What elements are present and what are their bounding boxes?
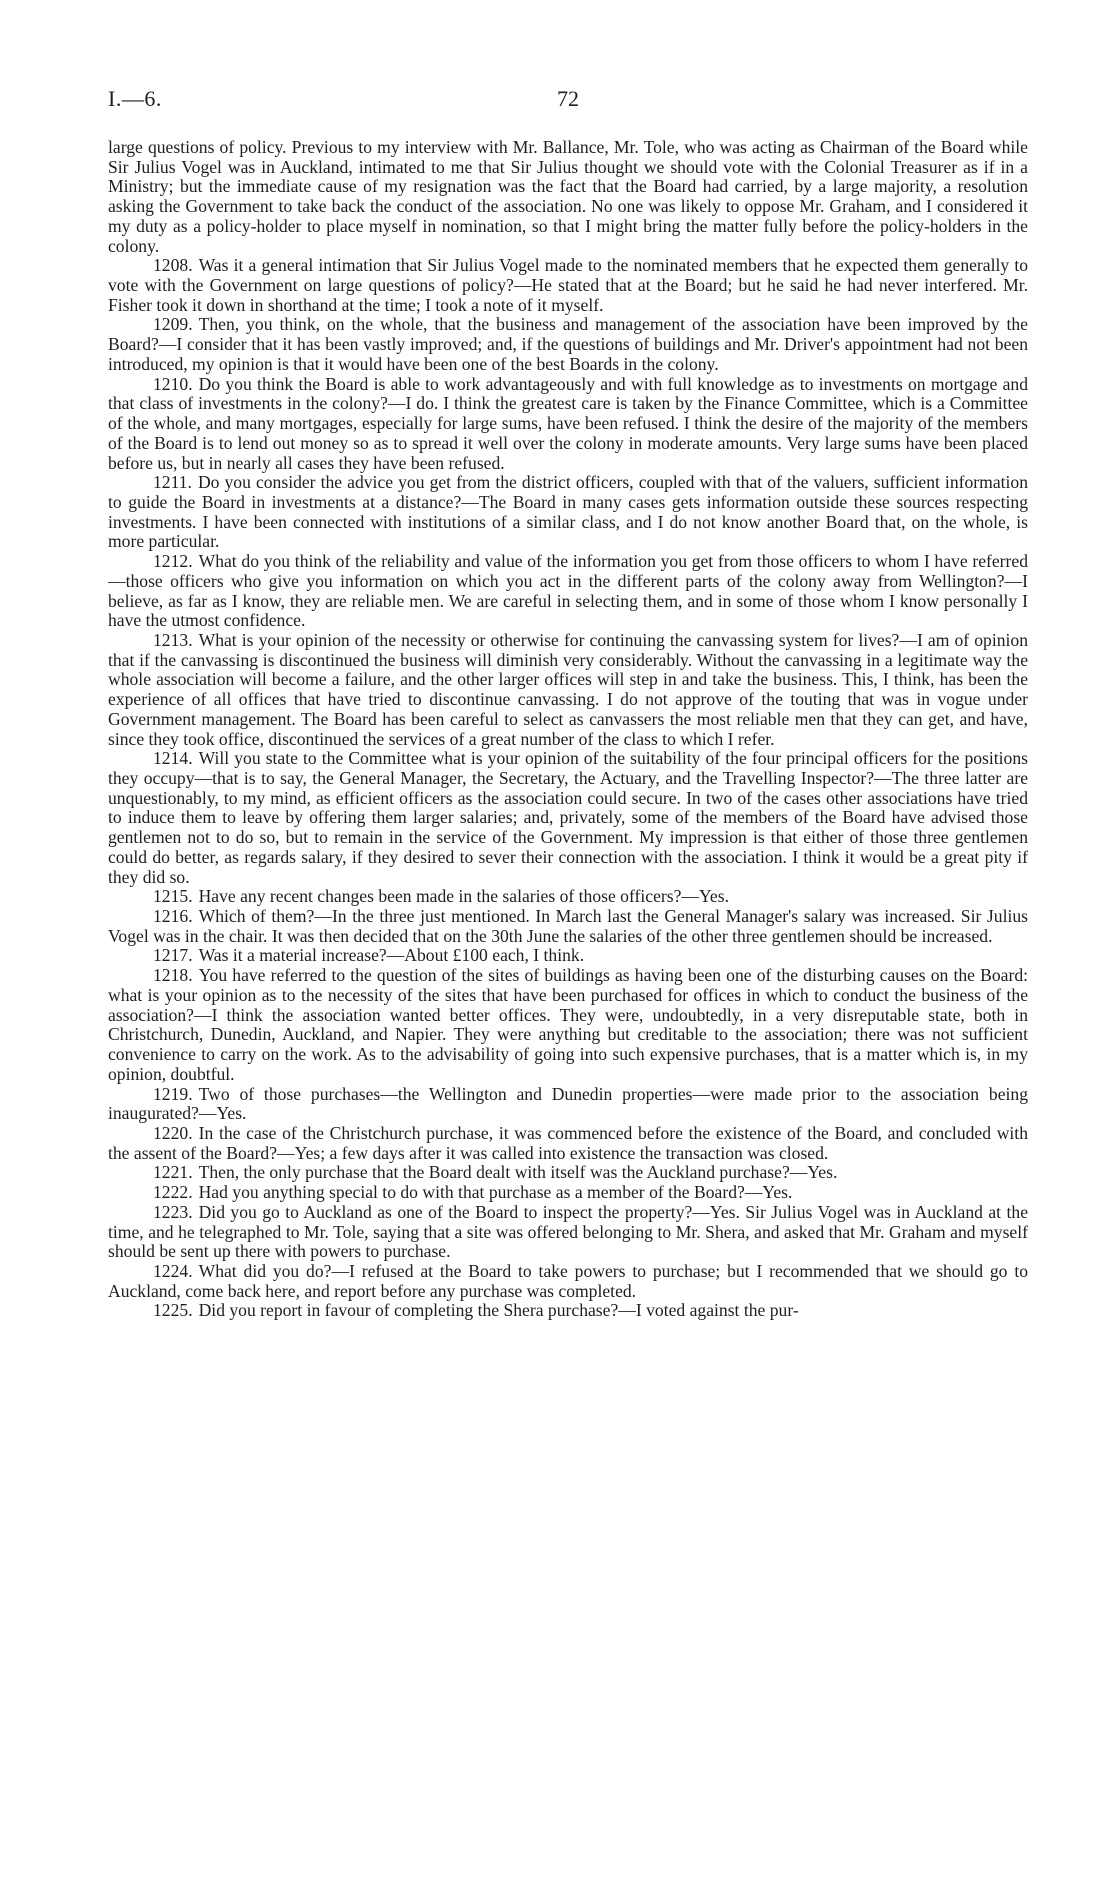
- question-answer-text: Do you think the Board is able to work advantageously and with full knowledge as to investments on mortgage and that class of investments in the colony?—I do. I think the greatest care is taken by the Finance Committee, which is a Committee of the whole, and many mortgages, especially for large sums, have been refused. I think the desire of the majority of the members of the Board is to lend out money so as to spread it well over the colony in moderate amounts. Very large sums have been placed before us, but in nearly all cases they have been refused.: [108, 373, 1028, 473]
- evidence-paragraph: [108, 631, 1028, 749]
- evidence-paragraph: [108, 1085, 1028, 1124]
- evidence-paragraph: [108, 1301, 1028, 1321]
- question-answer-text: Which of them?—In the three just mentioned. In March last the General Manager's salary was increased. Sir Julius Vogel was in the chair. It was then decided that on the 30th June the salaries of the other three gentlemen should be increased.: [108, 906, 1028, 946]
- question-number: 1222.: [153, 1182, 193, 1203]
- paper-reference: I.—6.: [108, 86, 162, 111]
- question-number: 1223.: [153, 1201, 193, 1222]
- question-answer-text: Do you consider the advice you get from the district officers, coupled with that of the valuers, sufficient information to guide the Board in investments at a distance?—The Board in many cases gets information outside these sources respecting investments. I have been connected with institutions of a similar class, and I do not know another Board that, on the whole, is more particular.: [108, 472, 1028, 552]
- question-number: 1209.: [153, 314, 193, 335]
- question-number: 1218.: [153, 965, 193, 986]
- continued-paragraph: large questions of policy. Previous to my interview with Mr. Ballance, Mr. Tole, who was acting as Chairman of the Board while Sir Julius Vogel was in Auckland, intimated to me that Sir Julius thought we should vote with the Colonial Treasurer as if in a Ministry; but the immediate cause of my resignation was the fact that the Board had carried, by a large majority, a resolution asking the Government to take back the conduct of the association. No one was likely to oppose Mr. Graham, and I considered it my duty as a policy-holder to place myself in nomination, so that I might bring the matter fully before the policy-holders in the colony.: [108, 137, 1028, 256]
- evidence-paragraph: [108, 375, 1028, 474]
- evidence-paragraph: [108, 966, 1028, 1084]
- evidence-paragraph: [108, 552, 1028, 631]
- question-number: 1220.: [153, 1122, 193, 1143]
- evidence-paragraph: [108, 1124, 1028, 1163]
- evidence-paragraph: [108, 256, 1028, 315]
- question-answer-text: What did you do?—I refused at the Board to take powers to purchase; but I recommended that we should go to Auckland, come back here, and report before any purchase was completed.: [108, 1260, 1028, 1301]
- question-answer-text: Have any recent changes been made in the salaries of those officers?—Yes.: [198, 886, 729, 907]
- question-number: 1215.: [153, 886, 193, 907]
- evidence-paragraph: [108, 887, 1028, 907]
- evidence-paragraph: [108, 907, 1028, 946]
- question-answer-text: What is your opinion of the necessity or otherwise for continuing the canvassing system for lives?—I am of opinion that if the canvassing is discontinued the business will diminish very considerably. Without the canvassing in a legitimate way the whole association will become a failure, and the other larger offices will step in and take the business. This, I think, has been the experience of all offices that have tried to discontinue canvassing. I do not approve of the touting that was in vogue under Government management. The Board has been careful to select as canvassers the most reliable men that they can get, and have, since they took office, discontinued the services of a great number of the class to which I refer.: [108, 629, 1028, 749]
- evidence-paragraph: [108, 1183, 1028, 1203]
- question-answer-text: Will you state to the Committee what is your opinion of the suitability of the four principal officers for the positions they occupy—that is to say, the General Manager, the Secretary, the Actuary, and the Travelling Inspector?—The three latter are unquestionably, to my mind, as efficient officers as the association could secure. In two of the cases other associations have tried to induce them to leave by offering them larger salaries; and, privately, some of the members of the Board have advised those gentlemen not to do so, but to remain in the service of the Government. My impression is that either of those three gentlemen could do better, as regards salary, if they desired to sever their connection with the association. I think it would be a great pity if they did so.: [108, 748, 1028, 887]
- question-answer-text: Then, you think, on the whole, that the business and management of the association have been improved by the Board?—I consider that it has been vastly improved; and, if the questions of buildings and Mr. Driver's appointment had not been introduced, my opinion is that it would have been one of the best Boards in the colony.: [108, 314, 1028, 374]
- evidence-paragraph: [108, 315, 1028, 374]
- question-number: 1212.: [153, 551, 193, 572]
- question-number: 1224.: [153, 1260, 193, 1281]
- evidence-paragraph: [108, 1262, 1028, 1301]
- question-answer-text: Did you go to Auckland as one of the Board to inspect the property?—Yes. Sir Julius Vogel was in Auckland at the time, and he telegraphed to Mr. Tole, saying that a site was offered belonging to Mr. Shera, and asked that Mr. Graham and myself should be sent up there with powers to purchase.: [108, 1201, 1028, 1262]
- evidence-paragraph: [108, 946, 1028, 966]
- question-answer-text: In the case of the Christchurch purchase, it was commenced before the existence of the Board, and concluded with the assent of the Board?—Yes; a few days after it was called into existence the transaction was closed.: [108, 1122, 1028, 1163]
- question-number: 1217.: [153, 945, 193, 966]
- question-answer-text: Two of those purchases—the Wellington and Dunedin properties—were made prior to the association being inaugurated?—Yes.: [108, 1083, 1028, 1124]
- question-number: 1208.: [153, 255, 193, 276]
- evidence-paragraph: [108, 473, 1028, 552]
- question-answer-text: What do you think of the reliability and value of the information you get from those officers to whom I have referred—those officers who give you information on which you act in the different parts of the colony away from Wellington?—I believe, as far as I know, they are reliable men. We are careful in selecting them, and in some of those whom I know personally I have the utmost confidence.: [108, 551, 1028, 631]
- question-number: 1213.: [153, 629, 193, 650]
- page-header: [108, 86, 1028, 118]
- question-answer-text: Then, the only purchase that the Board dealt with itself was the Auckland purchase?—Yes.: [198, 1162, 838, 1183]
- question-answer-text: You have referred to the question of the sites of buildings as having been one of the disturbing causes on the Board: what is your opinion as to the necessity of the sites that have been purchased for offices in which to conduct the business of the association?—I think the association wanted better offices. They were, undoubtedly, in a very disreputable state, both in Christchurch, Dunedin, Auckland, and Napier. They were anything but creditable to the association; there was not sufficient convenience to carry on the work. As to the advisability of going into such expensive purchases, that is a matter which is, in my opinion, doubtful.: [108, 965, 1028, 1084]
- question-number: 1219.: [153, 1083, 193, 1104]
- question-number: 1225.: [153, 1300, 193, 1321]
- page-number: 72: [557, 86, 579, 111]
- question-number: 1210.: [153, 373, 193, 394]
- evidence-paragraph: [108, 1203, 1028, 1262]
- evidence-paragraph: [108, 1163, 1028, 1183]
- question-number: 1216.: [153, 906, 193, 927]
- evidence-list: [108, 256, 1028, 1321]
- document-body: [108, 138, 1028, 1321]
- question-answer-text: Was it a material increase?—About £100 each, I think.: [198, 945, 585, 966]
- question-answer-text: Had you anything special to do with that purchase as a member of the Board?—Yes.: [198, 1182, 793, 1203]
- question-number: 1211.: [153, 472, 192, 493]
- question-answer-text: Did you report in favour of completing the Shera purchase?—I voted against the pur-: [198, 1300, 799, 1321]
- question-number: 1221.: [153, 1162, 193, 1183]
- question-number: 1214.: [153, 748, 193, 769]
- evidence-paragraph: [108, 749, 1028, 887]
- question-answer-text: Was it a general intimation that Sir Julius Vogel made to the nominated members that he expected them generally to vote with the Government on large questions of policy?—He stated that at the Board; but he said he had never interfered. Mr. Fisher took it down in shorthand at the time; I took a note of it myself.: [108, 255, 1028, 315]
